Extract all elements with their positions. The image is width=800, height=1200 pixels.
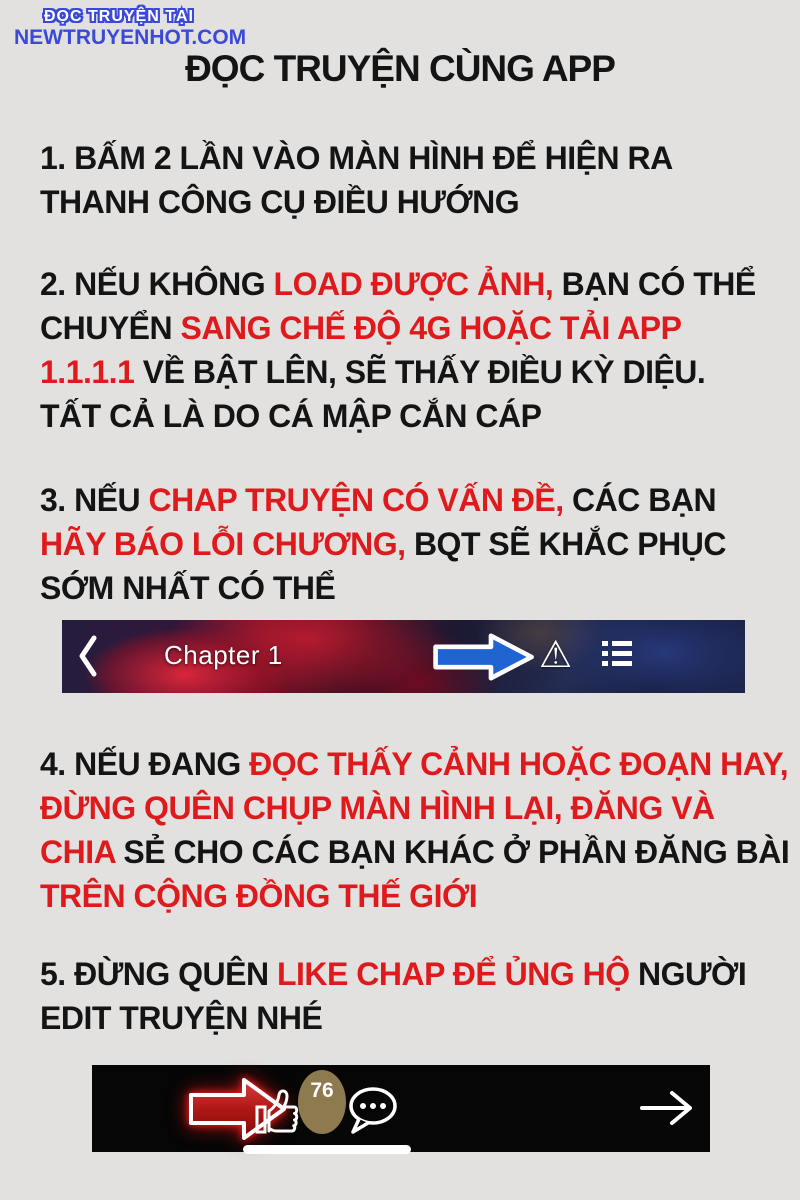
text-line [40, 136, 790, 180]
text-line [40, 874, 790, 918]
text-segment-red: ĐỌC THẤY CẢNH HOẶC ĐOẠN HAY, [249, 746, 789, 782]
instruction-section-3 [40, 478, 790, 610]
text-segment-red: LIKE CHAP ĐỂ ỦNG HỘ [276, 956, 630, 992]
text-line [40, 830, 790, 874]
like-count-badge [298, 1070, 346, 1134]
chapter-list-menu-icon[interactable] [602, 641, 632, 672]
text-segment-red: TRÊN CỘNG ĐỒNG THẾ GIỚI [40, 878, 478, 914]
text-segment-black: 2. NẾU KHÔNG [40, 266, 274, 302]
text-segment-black: 4. NẾU ĐANG [40, 746, 250, 782]
instruction-section-4 [40, 742, 790, 918]
site-watermark [14, 8, 247, 51]
page-title: ĐỌC TRUYỆN CÙNG APP [185, 48, 615, 89]
text-segment-red: ĐỪNG QUÊN CHỤP MÀN HÌNH LẠI, ĐĂNG VÀ [40, 790, 715, 826]
instruction-section-2 [40, 262, 790, 438]
chapter-nav-screenshot [62, 620, 745, 693]
text-line [40, 478, 790, 522]
report-error-icon[interactable]: ⚠ [539, 634, 573, 675]
text-segment-red: 1.1.1.1 [40, 354, 135, 390]
text-line [40, 566, 790, 610]
back-chevron-icon[interactable] [78, 634, 98, 678]
next-chapter-arrow-icon[interactable] [638, 1088, 696, 1128]
site-watermark-domain: NEWTRUYENHOT.COM [14, 26, 247, 50]
action-bar-screenshot [92, 1065, 710, 1152]
text-segment-black: TẤT CẢ LÀ DO CÁ MẬP CẮN CÁP [40, 398, 542, 434]
text-line [40, 952, 790, 996]
text-segment-black: 5. ĐỪNG QUÊN [40, 956, 277, 992]
text-segment-black: 3. NẾU [40, 482, 149, 518]
text-segment-black: THANH CÔNG CỤ ĐIỀU HƯỚNG [40, 184, 520, 220]
instruction-section-5 [40, 952, 790, 1040]
text-segment-black: SỚM NHẤT CÓ THỂ [40, 570, 336, 606]
home-indicator-strip [243, 1145, 411, 1154]
blue-pointer-arrow-icon [432, 633, 537, 681]
instruction-section-1 [40, 136, 790, 224]
text-segment-red: CHIA [40, 834, 116, 870]
text-segment-black: SẺ CHO CÁC BẠN KHÁC Ở PHẦN ĐĂNG BÀI [115, 834, 790, 870]
text-segment-black: NGƯỜI [629, 956, 747, 992]
text-segment-red: LOAD ĐƯỢC ẢNH, [273, 266, 554, 302]
text-segment-black: CÁC BẠN [563, 482, 717, 518]
text-line [40, 180, 790, 224]
text-segment-black: BQT SẼ KHẮC PHỤC [405, 526, 726, 562]
text-line [40, 996, 790, 1040]
text-line [40, 306, 790, 350]
text-line [40, 350, 790, 394]
text-segment-black: CHUYỂN [40, 310, 181, 346]
text-segment-red: SANG CHẾ ĐỘ 4G HOẶC TẢI APP [180, 310, 682, 346]
text-line [40, 394, 790, 438]
text-line [40, 742, 790, 786]
comment-bubble-icon[interactable] [346, 1086, 402, 1136]
text-segment-red: CHAP TRUYỆN CÓ VẤN ĐỀ, [148, 482, 564, 518]
text-segment-black: EDIT TRUYỆN NHÉ [40, 1000, 323, 1036]
text-segment-red: HÃY BÁO LỖI CHƯƠNG, [40, 526, 406, 562]
text-segment-black: BẠN CÓ THỂ [553, 266, 756, 302]
like-thumbs-up-icon[interactable] [254, 1084, 300, 1136]
text-line [40, 262, 790, 306]
text-line [40, 786, 790, 830]
like-count: 76 [310, 1079, 334, 1102]
text-segment-black: VỀ BẬT LÊN, SẼ THẤY ĐIỀU KỲ DIỆU. [134, 354, 706, 390]
chapter-title: Chapter 1 [164, 640, 283, 670]
text-line [40, 522, 790, 566]
site-watermark-tagline: ĐỌC TRUYỆN TẠI [44, 8, 194, 25]
text-segment-black: 1. BẤM 2 LẦN VÀO MÀN HÌNH ĐỂ HIỆN RA [40, 140, 673, 176]
